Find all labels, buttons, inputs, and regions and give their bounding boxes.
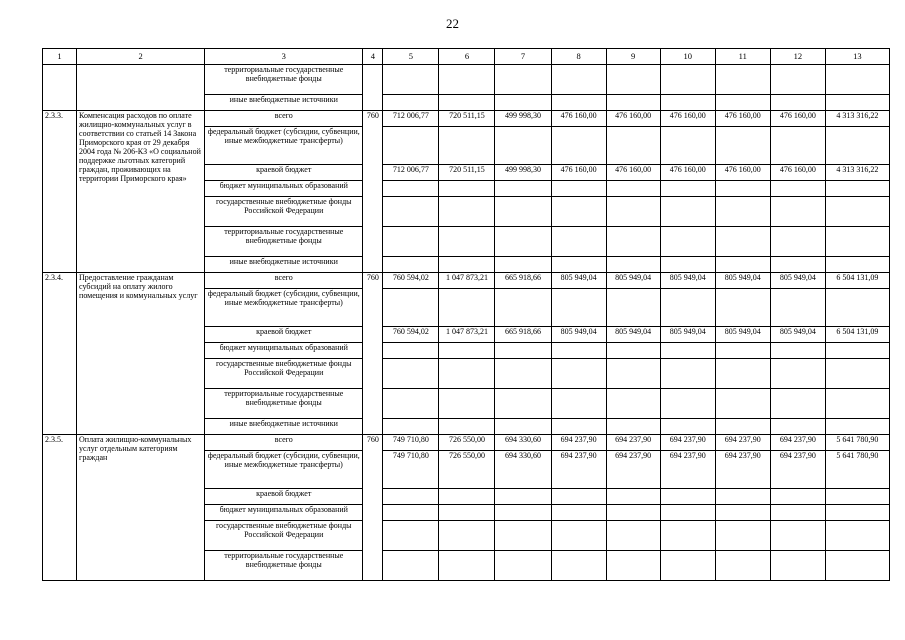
value-cell [551,551,606,581]
code-cell: 760 [363,273,383,435]
funding-source-cell: территориальные государственные внебюджетные фонды [205,65,363,95]
value-cell: 694 237,90 [606,435,660,451]
value-cell [770,227,825,257]
value-cell [495,505,551,521]
value-cell [715,257,770,273]
value-cell [606,95,660,111]
value-cell [551,343,606,359]
value-cell [825,227,889,257]
value-cell [439,127,495,165]
item-name-cell [77,65,205,111]
value-cell: 476 160,00 [715,111,770,127]
value-cell [715,95,770,111]
column-header-10: 10 [660,49,715,65]
budget-table [42,48,890,581]
value-cell [439,257,495,273]
value-cell: 805 949,04 [606,273,660,289]
funding-source-cell: государственные внебюджетные фонды Российской Федерации [205,197,363,227]
value-cell [383,197,439,227]
value-cell [439,551,495,581]
value-cell [825,127,889,165]
value-cell [383,343,439,359]
column-header-7: 7 [495,49,551,65]
funding-source-cell: иные внебюджетные источники [205,257,363,273]
value-cell [551,505,606,521]
table-body [43,65,890,581]
value-cell: 4 313 316,22 [825,165,889,181]
value-cell [770,197,825,227]
value-cell [495,181,551,197]
value-cell [495,551,551,581]
value-cell: 805 949,04 [660,327,715,343]
value-cell [383,257,439,273]
value-cell [606,419,660,435]
value-cell [606,197,660,227]
value-cell: 665 918,66 [495,273,551,289]
value-cell [606,227,660,257]
value-cell [495,65,551,95]
value-cell: 805 949,04 [551,327,606,343]
page-number: 22 [446,16,459,31]
funding-source-cell: бюджет муниципальных образований [205,505,363,521]
value-cell [383,359,439,389]
value-cell [383,95,439,111]
value-cell: 6 504 131,09 [825,327,889,343]
value-cell [383,227,439,257]
value-cell [551,181,606,197]
value-cell: 694 237,90 [715,451,770,489]
value-cell [383,505,439,521]
value-cell: 476 160,00 [660,165,715,181]
value-cell [770,343,825,359]
value-cell: 476 160,00 [715,165,770,181]
value-cell [770,419,825,435]
value-cell [383,521,439,551]
funding-source-cell: бюджет муниципальных образований [205,181,363,197]
value-cell [439,289,495,327]
value-cell: 694 330,60 [495,451,551,489]
value-cell: 1 047 873,21 [439,273,495,289]
value-cell [439,227,495,257]
column-header-4: 4 [363,49,383,65]
funding-source-cell: федеральный бюджет (субсидии, субвенции, иные межбюджетные трансферты) [205,127,363,165]
value-cell [770,95,825,111]
column-header-6: 6 [439,49,495,65]
value-cell [439,197,495,227]
value-cell [660,181,715,197]
value-cell: 694 237,90 [770,451,825,489]
value-cell [660,227,715,257]
value-cell: 805 949,04 [606,327,660,343]
value-cell: 499 998,30 [495,111,551,127]
value-cell [495,95,551,111]
value-cell [383,181,439,197]
column-header-2: 2 [77,49,205,65]
value-cell: 726 550,00 [439,451,495,489]
value-cell [606,505,660,521]
value-cell [715,359,770,389]
value-cell [825,181,889,197]
value-cell [770,181,825,197]
value-cell [439,65,495,95]
value-cell [825,343,889,359]
value-cell: 6 504 131,09 [825,273,889,289]
value-cell [383,551,439,581]
value-cell [825,65,889,95]
value-cell [551,389,606,419]
value-cell [715,505,770,521]
value-cell [770,257,825,273]
column-header-12: 12 [770,49,825,65]
value-cell [770,65,825,95]
value-cell: 749 710,80 [383,451,439,489]
item-name-cell: Оплата жилищно-коммунальных услуг отдельным категориям граждан [77,435,205,581]
value-cell [551,289,606,327]
value-cell [495,389,551,419]
value-cell [495,227,551,257]
value-cell [495,257,551,273]
column-header-9: 9 [606,49,660,65]
column-header-3: 3 [205,49,363,65]
table-row [43,435,890,451]
header-row [43,49,890,65]
value-cell [660,389,715,419]
column-header-8: 8 [551,49,606,65]
value-cell [770,551,825,581]
value-cell [715,551,770,581]
value-cell [660,489,715,505]
value-cell [551,359,606,389]
value-cell [825,197,889,227]
value-cell [825,489,889,505]
value-cell [715,65,770,95]
value-cell: 805 949,04 [770,327,825,343]
value-cell [770,127,825,165]
value-cell: 476 160,00 [660,111,715,127]
value-cell [439,343,495,359]
value-cell [660,521,715,551]
value-cell [551,521,606,551]
value-cell [825,389,889,419]
value-cell: 805 949,04 [551,273,606,289]
funding-source-cell: бюджет муниципальных образований [205,343,363,359]
value-cell: 760 594,02 [383,327,439,343]
value-cell: 476 160,00 [551,111,606,127]
value-cell [825,505,889,521]
value-cell [606,343,660,359]
value-cell [383,389,439,419]
value-cell: 476 160,00 [770,111,825,127]
funding-source-cell: иные внебюджетные источники [205,95,363,111]
value-cell [439,95,495,111]
value-cell [495,343,551,359]
funding-source-cell: краевой бюджет [205,165,363,181]
funding-source-cell: краевой бюджет [205,327,363,343]
value-cell [770,389,825,419]
value-cell [825,419,889,435]
code-cell [363,65,383,111]
table-row [43,111,890,127]
value-cell: 760 594,02 [383,273,439,289]
table-row [43,273,890,289]
value-cell [660,197,715,227]
funding-source-cell: федеральный бюджет (субсидии, субвенции, иные межбюджетные трансферты) [205,451,363,489]
value-cell [439,359,495,389]
value-cell [606,551,660,581]
value-cell [439,389,495,419]
item-number-cell: 2.3.3. [43,111,77,273]
value-cell [551,419,606,435]
value-cell [606,489,660,505]
value-cell [825,551,889,581]
value-cell: 476 160,00 [770,165,825,181]
value-cell: 720 511,15 [439,165,495,181]
value-cell [715,127,770,165]
value-cell [606,65,660,95]
value-cell: 499 998,30 [495,165,551,181]
value-cell [715,343,770,359]
value-cell: 805 949,04 [715,327,770,343]
value-cell [439,419,495,435]
value-cell [551,65,606,95]
value-cell: 805 949,04 [715,273,770,289]
funding-source-cell: иные внебюджетные источники [205,419,363,435]
funding-source-cell: всего [205,273,363,289]
value-cell [715,489,770,505]
value-cell: 5 641 780,90 [825,435,889,451]
column-header-5: 5 [383,49,439,65]
value-cell: 694 237,90 [551,451,606,489]
value-cell [825,359,889,389]
value-cell: 694 237,90 [660,435,715,451]
column-header-11: 11 [715,49,770,65]
value-cell [606,521,660,551]
value-cell: 712 006,77 [383,165,439,181]
value-cell: 726 550,00 [439,435,495,451]
funding-source-cell: территориальные государственные внебюджетные фонды [205,551,363,581]
value-cell: 694 237,90 [770,435,825,451]
value-cell [825,289,889,327]
funding-source-cell: территориальные государственные внебюджетные фонды [205,227,363,257]
value-cell [606,389,660,419]
value-cell: 694 237,90 [551,435,606,451]
value-cell: 749 710,80 [383,435,439,451]
value-cell [383,289,439,327]
funding-source-cell: всего [205,111,363,127]
value-cell [660,289,715,327]
value-cell [770,505,825,521]
value-cell [660,127,715,165]
value-cell [495,489,551,505]
value-cell [606,289,660,327]
column-header-1: 1 [43,49,77,65]
funding-source-cell: всего [205,435,363,451]
value-cell: 476 160,00 [606,111,660,127]
value-cell [770,289,825,327]
funding-source-cell: государственные внебюджетные фонды Российской Федерации [205,521,363,551]
value-cell [551,489,606,505]
value-cell [715,197,770,227]
value-cell [495,359,551,389]
value-cell [660,65,715,95]
value-cell [715,521,770,551]
value-cell [383,127,439,165]
value-cell [660,551,715,581]
value-cell [770,489,825,505]
value-cell [383,419,439,435]
funding-source-cell: территориальные государственные внебюджетные фонды [205,389,363,419]
code-cell: 760 [363,435,383,581]
value-cell [715,389,770,419]
value-cell [551,197,606,227]
value-cell [495,197,551,227]
value-cell [660,505,715,521]
value-cell [606,127,660,165]
value-cell [606,359,660,389]
value-cell: 720 511,15 [439,111,495,127]
value-cell [715,419,770,435]
value-cell [660,257,715,273]
value-cell: 476 160,00 [551,165,606,181]
value-cell [825,257,889,273]
funding-source-cell: федеральный бюджет (субсидии, субвенции, иные межбюджетные трансферты) [205,289,363,327]
value-cell: 4 313 316,22 [825,111,889,127]
value-cell: 805 949,04 [660,273,715,289]
value-cell [495,419,551,435]
value-cell [495,127,551,165]
value-cell [606,257,660,273]
value-cell: 665 918,66 [495,327,551,343]
value-cell [660,343,715,359]
value-cell [551,257,606,273]
value-cell [439,489,495,505]
value-cell [660,95,715,111]
value-cell: 694 237,90 [660,451,715,489]
value-cell [825,95,889,111]
value-cell [439,505,495,521]
value-cell [825,521,889,551]
funding-source-cell: государственные внебюджетные фонды Российской Федерации [205,359,363,389]
value-cell [495,521,551,551]
value-cell: 694 330,60 [495,435,551,451]
value-cell [660,359,715,389]
value-cell [383,489,439,505]
value-cell [551,227,606,257]
item-name-cell: Предоставление гражданам субсидий на оплату жилого помещения и коммунальных услуг [77,273,205,435]
value-cell [715,181,770,197]
value-cell [715,227,770,257]
value-cell [660,419,715,435]
item-number-cell: 2.3.5. [43,435,77,581]
code-cell: 760 [363,111,383,273]
column-header-13: 13 [825,49,889,65]
value-cell [551,127,606,165]
value-cell: 476 160,00 [606,165,660,181]
item-name-cell: Компенсация расходов по оплате жилищно-коммунальных услуг в соответствии со статьей 14 Закона Приморского края от 29 декабря 2004 года № 206-КЗ «О социальной поддержке льготных категорий граждан, проживающих на территории Приморского края» [77,111,205,273]
value-cell [715,289,770,327]
value-cell [383,65,439,95]
value-cell [495,289,551,327]
value-cell [439,181,495,197]
item-number-cell [43,65,77,111]
value-cell: 694 237,90 [606,451,660,489]
value-cell: 805 949,04 [770,273,825,289]
value-cell [770,521,825,551]
item-number-cell: 2.3.4. [43,273,77,435]
value-cell: 712 006,77 [383,111,439,127]
value-cell: 694 237,90 [715,435,770,451]
value-cell [606,181,660,197]
value-cell [770,359,825,389]
value-cell [551,95,606,111]
value-cell: 1 047 873,21 [439,327,495,343]
table-row [43,65,890,95]
value-cell [439,521,495,551]
value-cell: 5 641 780,90 [825,451,889,489]
funding-source-cell: краевой бюджет [205,489,363,505]
